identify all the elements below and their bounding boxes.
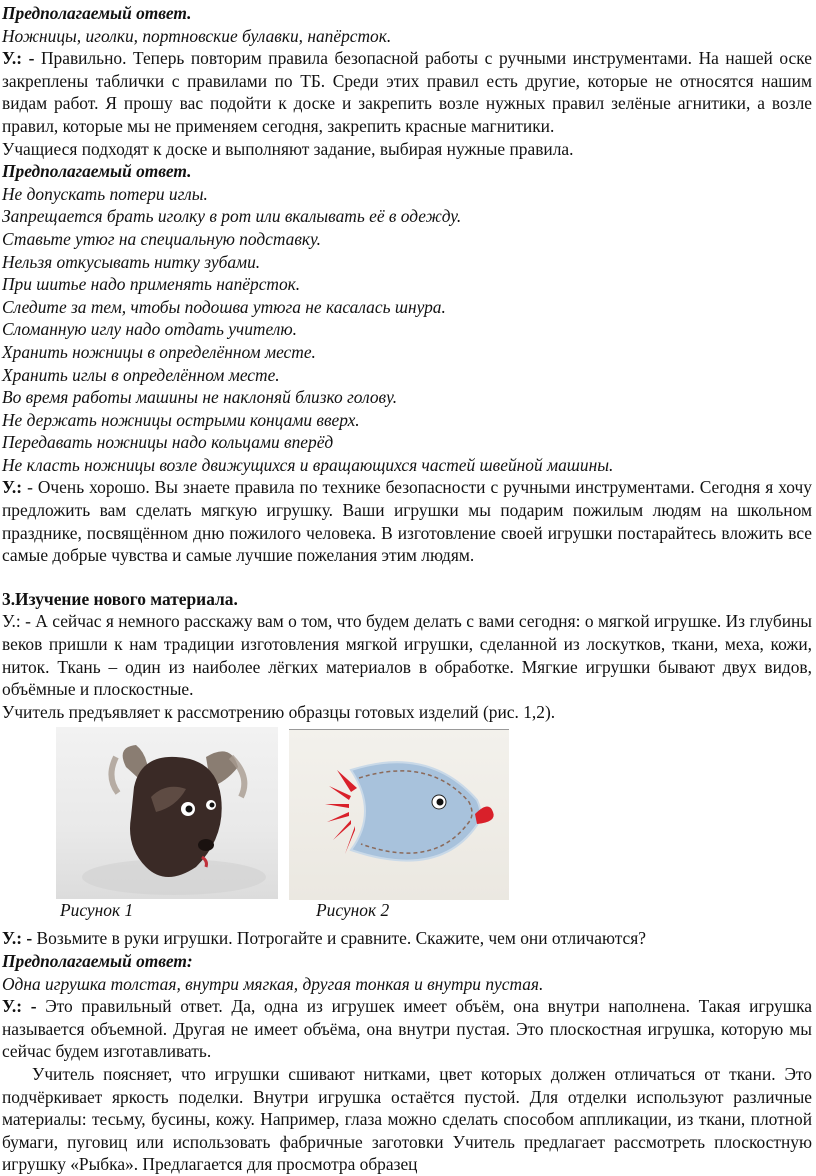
teacher-text: Возьмите в руки игрушки. Потрогайте и сравните. Скажите, чем они отличаются? <box>32 928 646 949</box>
rule-item: Не держать ножницы острыми концами вверх. <box>2 409 360 430</box>
figure-2-caption: Рисунок 2 <box>316 900 390 921</box>
rule-item: Не допускать потери иглы. <box>2 183 208 204</box>
fish-toy-illustration <box>289 730 509 900</box>
section-heading: 3.Изучение нового материала. <box>2 588 238 609</box>
teacher-label: У.: - <box>2 48 35 69</box>
spacer <box>2 567 812 588</box>
rule-item: Хранить иглы в определённом месте. <box>2 364 280 385</box>
rule-item: Сломанную иглу надо отдать учителю. <box>2 319 297 340</box>
teacher-paragraph-4 <box>2 927 812 950</box>
rule-item: Ставьте утюг на специальную подставку. <box>2 228 321 249</box>
expected-answer-heading-2: Предполагаемый ответ. <box>2 161 192 182</box>
rule-item: При шитье надо применять напёрсток. <box>2 274 301 295</box>
teacher-paragraph-2 <box>2 476 812 566</box>
rule-item: Нельзя откусывать нитку зубами. <box>2 251 261 272</box>
rule-item: Передавать ножницы надо кольцами вперёд <box>2 432 334 453</box>
expected-answer-heading-3: Предполагаемый ответ: <box>2 951 193 971</box>
teacher-paragraph-5 <box>2 995 812 1063</box>
teacher-text: - Очень хорошо. Вы знаете правила по технике безопасности с ручными инструментами. Сегодня я хочу предложить вам сделать мягкую игрушку. Ваши игрушки мы подарим пожилым людям на школьном празднике, посвящённом дню пожилого человека. В изготовление своей игрушки постарайтесь вложить все самые добрые чувства и самые лучшие пожелания этим людям. <box>2 477 812 566</box>
teacher-label: У.: - <box>2 996 37 1017</box>
rule-item: Не класть ножницы возле движущихся и вращающихся частей швейной машины. <box>2 454 614 475</box>
teacher-text: Правильно. Теперь повторим правила безопасной работы с ручными инструментами. На нашей оске закреплены таблички с правилами по ТБ. Среди этих правил есть другие, которые не относятся нашим видам работ. Я прошу вас подойти к доске и закрепить возле нужных правил зелёные агнитики, а возле правил, которые мы не применяем сегодня, закрепить красные магнитики. <box>2 48 812 136</box>
teacher-paragraph-3: У.: - А сейчас я немного расскажу вам о том, что будем делать с вами сегодня: о мягкой игрушке. Из глубины веков пришли к нам традиции изготовления мягкой игрушки, сделанной из лоскутков, ткани, меха, кожи, ниток. Ткань – один из наиболее лёгких материалов в обработке. Мягкие игрушки бывают двух видов, объёмные и плоскостные. <box>2 611 812 700</box>
rule-item: Запрещается брать иголку в рот или вкалывать её в одежду. <box>2 206 462 227</box>
figure-2-fish-toy-image <box>289 729 509 900</box>
rule-item: Во время работы машины не наклоняй близко голову. <box>2 387 398 408</box>
rules-list <box>2 183 812 477</box>
puppy-toy-illustration <box>56 727 278 899</box>
figure-1-caption: Рисунок 1 <box>60 900 134 921</box>
expected-answer-heading-1: Предполагаемый ответ. <box>2 3 192 23</box>
pupils-paragraph: Учащиеся подходят к доске и выполняют задание, выбирая нужные правила. <box>2 138 574 159</box>
teacher-text: Это правильный ответ. Да, одна из игрушек имеет объём, она внутри наполнена. Такая игрушка называется объемной. Другая не имеет объёма, она внутри пустая. Это плоскостная игрушка, которую мы сейчас будем изготавливать. <box>2 996 813 1062</box>
figure-captions <box>2 899 812 923</box>
teacher-explains-paragraph: Учитель поясняет, что игрушки сшивают нитками, цвет которых должен отличаться от ткани. Это подчёркивает яркость поделки. Внутри игрушка остаётся пустой. Для отделки используют различные материалы: тесьму, бусины, кожу. Например, глаза можно сделать способом аппликации, из ткани, плотной бумаги, пуговиц или использовать фабричные заготовки Учитель предлагает рассмотреть плоскостную игрушку «Рыбка». Предлагается для просмотра образец <box>2 1063 812 1175</box>
teacher-paragraph-1 <box>2 47 812 137</box>
teacher-shows-paragraph: Учитель предъявляет к рассмотрению образцы готовых изделий (рис. 1,2). <box>2 701 556 722</box>
rule-item: Хранить ножницы в определённом месте. <box>2 341 316 362</box>
rule-item: Следите за тем, чтобы подошва утюга не касалась шнура. <box>2 296 446 317</box>
expected-answer-3: Одна игрушка толстая, внутри мягкая, другая тонкая и внутри пустая. <box>2 973 544 994</box>
expected-answer-1: Ножницы, иголки, портновские булавки, напёрсток. <box>2 25 392 46</box>
teacher-label: У.: <box>2 477 23 498</box>
figures-row <box>2 727 812 927</box>
teacher-label: У.: - <box>2 928 33 949</box>
figure-1-puppy-toy-image <box>56 727 278 899</box>
